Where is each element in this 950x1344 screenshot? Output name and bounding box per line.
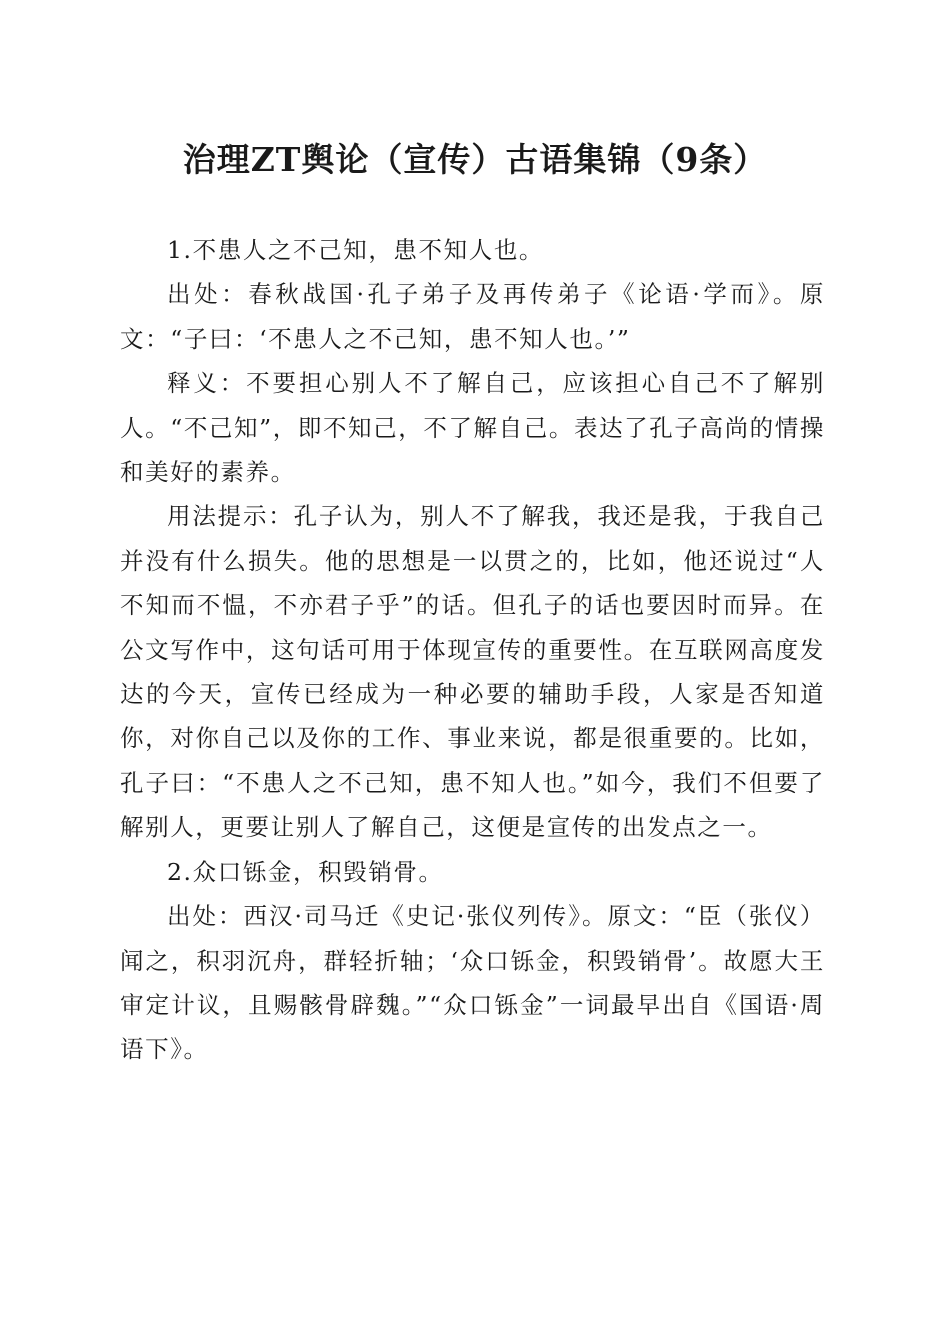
usage-paragraph-1: 用法提示：孔子认为，别人不了解我，我还是我，于我自己并没有什么损失。他的思想是一以贯之的，比如，他还说过“人不知而不愠，不亦君子乎”的话。但孔子的话也要因时而异。在公文写作中，这句话可用于体现宣传的重要性。在互联网高度发达的今天，宣传已经成为一种必要的辅助手段，人家是否知道你，对你自己以及你的工作、事业来说，都是很重要的。比如，孔子曰：“不患人之不己知，患不知人也。”如今，我们不但要了解别人，更要让别人了解自己，这便是宣传的出发点之一。 bbox=[120, 502, 825, 842]
heading-item-1: 1.不患人之不己知，患不知人也。 bbox=[167, 236, 545, 264]
heading-item-2: 2.众口铄金，积毁销骨。 bbox=[167, 857, 444, 886]
meaning-paragraph-1: 释义：不要担心别人不了解自己，应该担心自己不了解别人。“不己知”，即不知己，不了解自己。表达了孔子高尚的情操和美好的素养。 bbox=[120, 369, 825, 487]
source-paragraph-1: 出处：春秋战国·孔子弟子及再传弟子《论语·学而》。原文：“子曰：‘不患人之不己知，患不知人也。’” bbox=[120, 280, 825, 353]
document-title: 治理ZT舆论（宣传）古语集锦（9条） bbox=[182, 140, 768, 179]
document-body bbox=[120, 228, 825, 1072]
source-paragraph-2: 出处：西汉·司马迁《史记·张仪列传》。原文：“臣（张仪）闻之，积羽沉舟，群轻折轴；‘众口铄金，积毁销骨’。故愿大王审定计议，且赐骸骨辟魏。”“众口铄金”一词最早出自《国语·周语下》。 bbox=[120, 902, 825, 1064]
